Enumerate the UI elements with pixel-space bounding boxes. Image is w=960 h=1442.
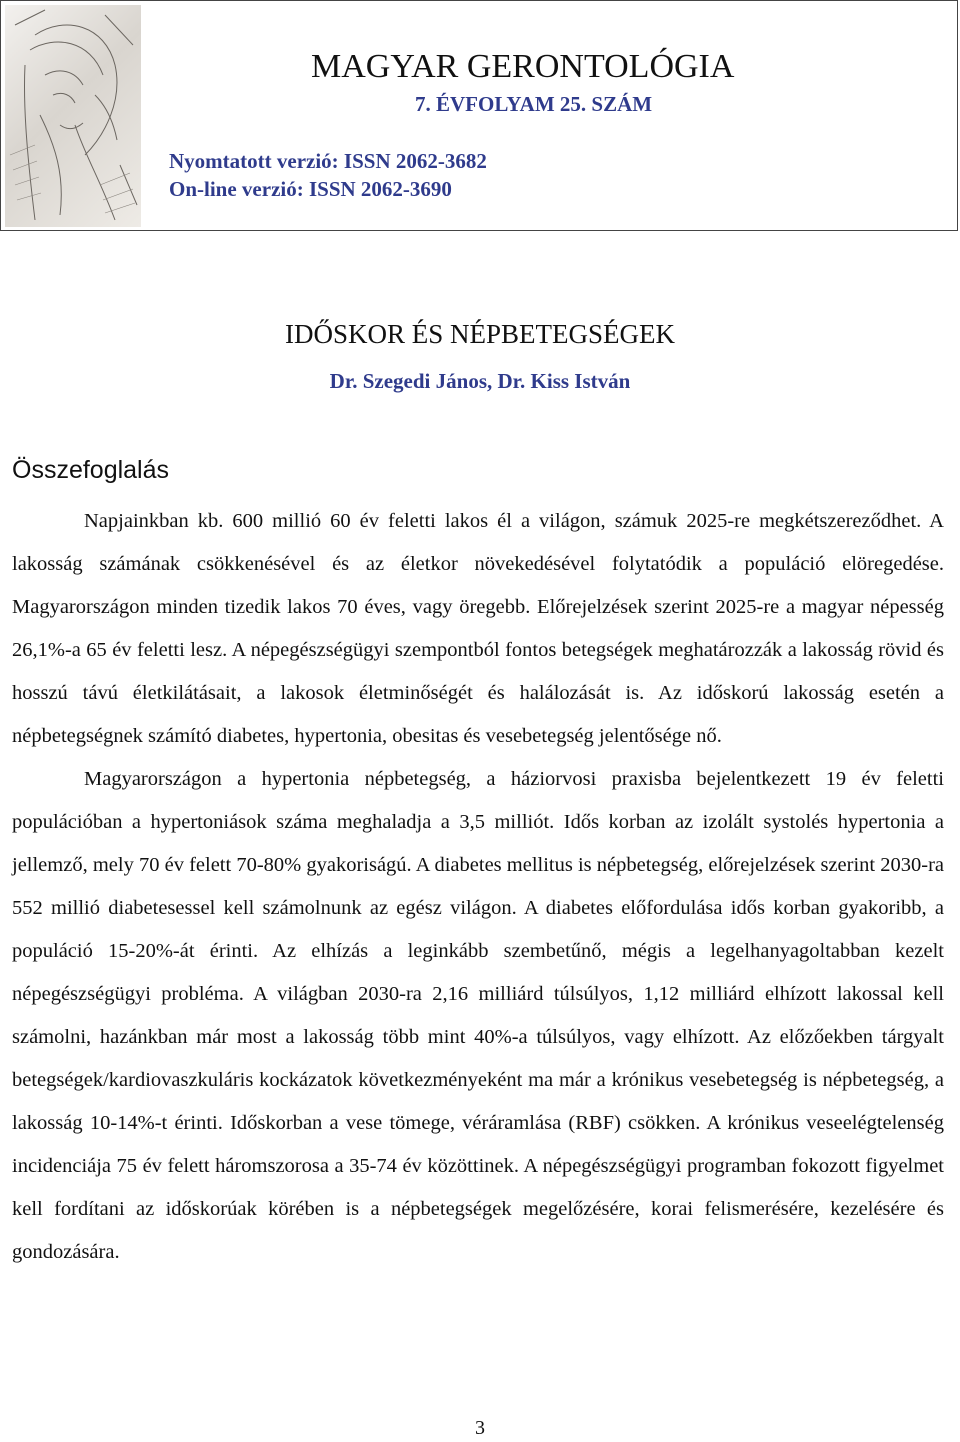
abstract-body (12, 500, 944, 1274)
abstract-paragraph-2: Magyarországon a hypertonia népbetegség, a háziorvosi praxisba bejelentkezett 19 év feletti populációban a hypertoniások száma meghaladja a 3,5 milliót. Idős korban az izolált systolés hypertonia a jellemző, mely 70 év felett 70-80% gyakoriságú. A diabetes mellitus is népbetegség, előrejelzések szerint 2030-ra 552 millió diabetesessel kell számolnunk az egész világon. A diabetes előfordulása idős korban gyakoribb, a populáció 15-20%-át érinti. Az elhízás a leginkább szembetűnő, mégis a legelhanyagoltabban kezelt népegészségügyi probléma. A világban 2030-ra 2,16 milliárd túlsúlyos, 1,12 milliárd elhízott lakossal kell számolni, hazánkban már most a lakosság több mint 40%-a túlsúlyos, vagy elhízott. Az előzőekben tárgyalt betegségek/kardiovaszkuláris kockázatok következményeként ma már a krónikus vesebetegség is népbetegség, a lakosság 10-14%-t érinti. Időskorban a vese tömege, véráramlása (RBF) csökken. A krónikus veseelégtelenség incidenciája 75 év felett háromszorosa a 35-74 év közöttinek. A népegészségügyi programban fokozott figyelmet kell fordítani az időskorúak körében is a népbetegségek megelőzésére, korai felismerésére, kezelésére és gondozására. (12, 768, 944, 1263)
issn-online: On-line verzió: ISSN 2062-3690 (169, 177, 452, 201)
journal-title: MAGYAR GERONTOLÓGIA (311, 48, 735, 85)
journal-header-box (0, 0, 958, 231)
article-authors: Dr. Szegedi János, Dr. Kiss István (329, 369, 631, 393)
page-number: 3 (475, 1417, 485, 1439)
journal-issue: 7. ÉVFOLYAM 25. SZÁM (415, 92, 653, 116)
abstract-paragraph-1: Napjainkban kb. 600 millió 60 év feletti lakos él a világon, számuk 2025-re megkétszereződhet. A lakosság számának csökkenésével és az életkor növekedésével folytatódik a populáció elöregedése. Magyarországon minden tizedik lakos 70 éves, vagy öregebb. Előrejelzések szerint 2025-re a magyar népesség 26,1%-a 65 év feletti lesz. A népegészségügyi szempontból fontos betegségek meghatározzák a lakosság rövid és hosszú távú életkilátásait, a lakosok életminőségét és halálozását is. Az időskorú lakosság esetén a népbetegségnek számító diabetes, hypertonia, obesitas és vesebetegség jelentősége nő. (12, 510, 944, 747)
article-title: IDŐSKOR ÉS NÉPBETEGSÉGEK (284, 319, 675, 349)
section-heading: Összefoglalás (12, 456, 170, 484)
journal-logo-sketch (5, 5, 141, 227)
issn-print: Nyomtatott verzió: ISSN 2062-3682 (169, 149, 487, 173)
